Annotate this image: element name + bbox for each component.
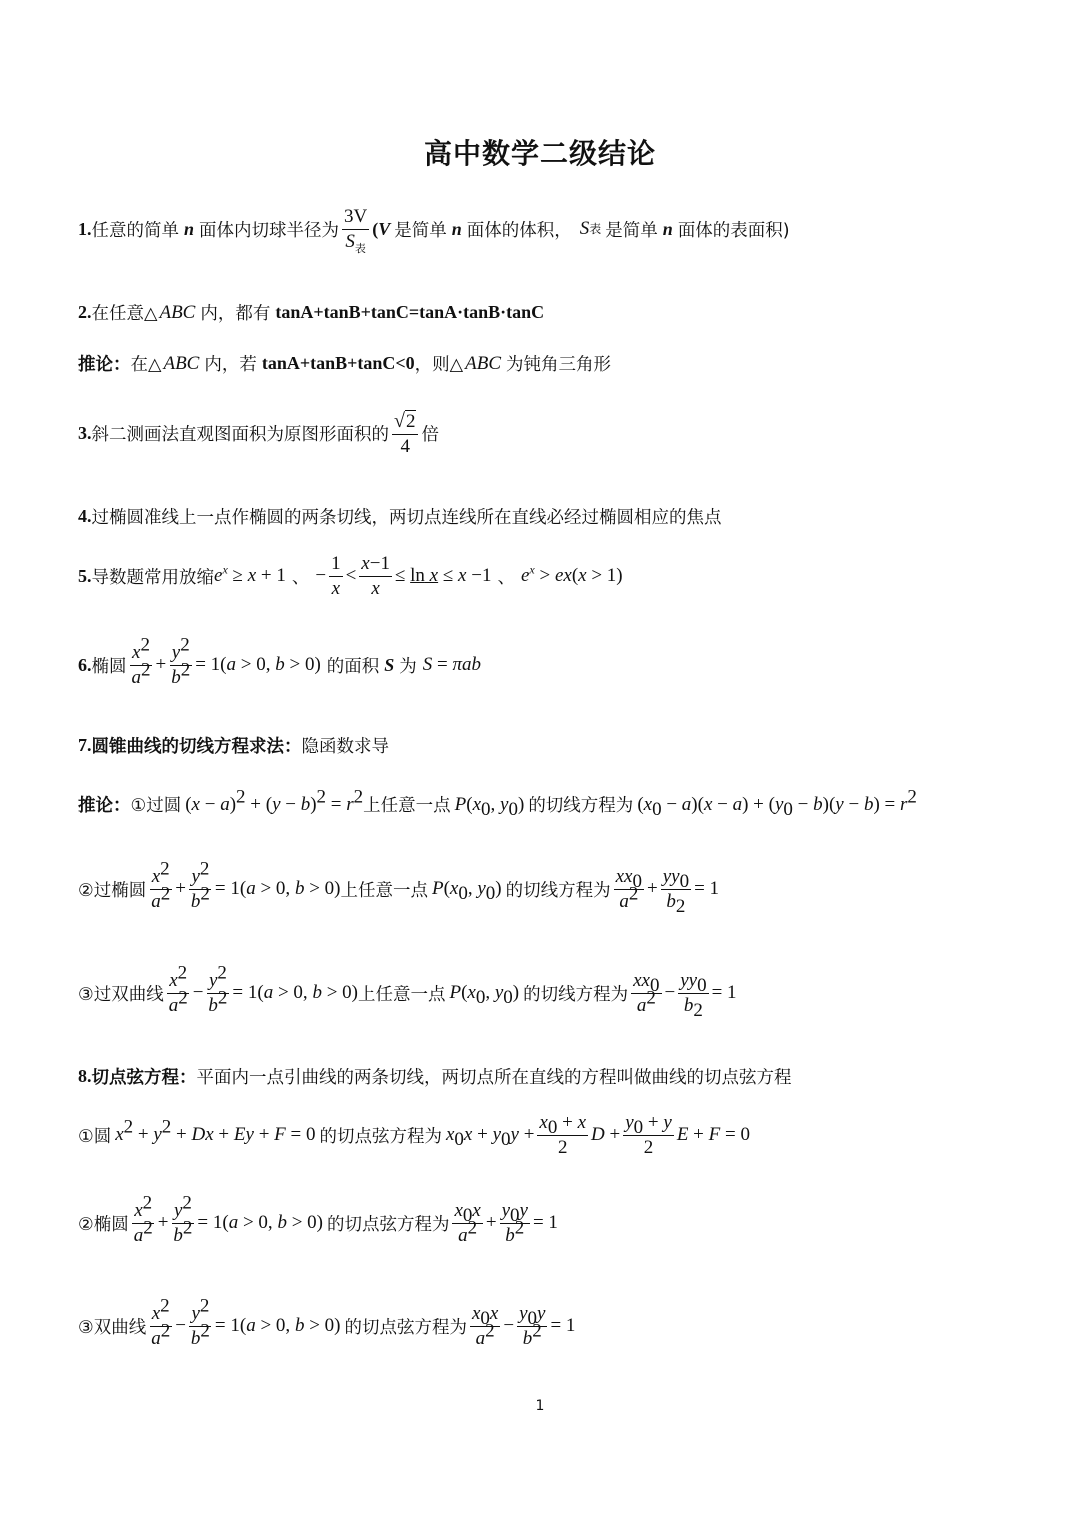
item-5-text: 导数题常用放缩 xyxy=(91,567,214,588)
item-8c-text-b: 的切点弦方程为 xyxy=(344,1317,467,1338)
item-2-number: 2. xyxy=(78,302,92,322)
item-2-corollary xyxy=(78,351,611,376)
chord-hyperbola-condition: = 1(a > 0, b > 0) xyxy=(214,1315,341,1337)
item-7a-text-b: 上任意一点 xyxy=(363,796,451,816)
item-2b-abc2: ABC xyxy=(465,352,502,374)
item-7b-text-a: ②过椭圆 xyxy=(78,880,147,901)
ellipse-tangent-x-term: $\frac{xx_0}{a^2}$ xyxy=(615,866,642,912)
corollary-label: 推论： xyxy=(78,355,131,375)
item-1-text-b: 面体内切球半径为 xyxy=(199,220,340,241)
hyperbola-tangent-y-term: $\frac{yy_0}{b_2}$ xyxy=(680,970,707,1021)
item-5-sep: 、 xyxy=(291,567,310,588)
item-2b-text-a: 在△ xyxy=(130,355,162,375)
ellipse-tangent-rhs: = 1 xyxy=(694,878,720,900)
item-4-number: 4. xyxy=(78,506,92,526)
ellipse-condition: = 1(a > 0, b > 0) xyxy=(195,654,321,676)
item-7c-text-a: ③过双曲线 xyxy=(78,984,164,1005)
item-7-ellipse: ②过椭圆 $\frac{x^2}{a^2}$ + $\frac{y^2}{b^2}$ = 1(a > 0, b > 0) 上任意一点 $P(x_0$, $y_0$) 的切线方程为 $\frac{xx_0}{a^2}$ + $\frac{yy_0}{b_2}$ = 1 xyxy=(78,858,720,917)
item-7c-text-b: 上任意一点 xyxy=(357,984,446,1005)
one-over-x-fraction: $\frac{1}{x}$ xyxy=(331,553,341,599)
lt-sign: < xyxy=(345,565,357,587)
circle-equation: $(x - a)^2 + (y - b)^2 = r^2$ xyxy=(185,786,364,815)
point-p: $P(x_0$, $y_0$) xyxy=(454,793,525,820)
chord-ellipse-result-y: $\frac{y_0y}{b^2}$ xyxy=(501,1200,528,1246)
minus-sign: − xyxy=(315,565,327,587)
item-6-text-b: 的面积 xyxy=(326,656,380,677)
item-2-text-b: 内，都有 xyxy=(200,304,271,324)
item-1-text-c: 是简单 xyxy=(394,220,447,241)
item-1-text-d: 面体的体积， xyxy=(466,220,572,241)
tan-hyperbola-x-term: $\frac{x^2}{a^2}$ xyxy=(168,962,188,1016)
general-circle-equation: $x^2 + y^2 + Dx + Ey + F = 0$ xyxy=(115,1117,316,1146)
inradius-denominator: S xyxy=(345,230,355,252)
exp-inequality: $e^x \ge x + 1$ xyxy=(214,563,286,587)
item-6-text-c: 为 xyxy=(399,656,417,677)
inradius-fraction xyxy=(342,206,369,253)
page-number: 1 xyxy=(535,1398,545,1414)
tan-ellipse-y-term: $\frac{y^2}{b^2}$ xyxy=(190,858,210,912)
tan-identity: tanA+tanB+tanC=tanA·tanB·tanC xyxy=(275,302,545,322)
inradius-numerator: 3V xyxy=(342,206,369,230)
item-6-number: 6. xyxy=(78,654,92,675)
hyperbola-tangent-x-term: $\frac{xx_0}{a^2}$ xyxy=(633,970,660,1016)
item-8-ellipse: ②椭圆 $\frac{x^2}{a^2}$ + $\frac{y^2}{b^2}$ = 1(a > 0, b > 0) 的切点弦方程为 $\frac{x_0x}{a^2}$ + $\frac{y_0y}{b^2}$ = 1 xyxy=(78,1192,558,1246)
item-7-text: 圆锥曲线的切线方程求法： xyxy=(91,737,302,757)
item-6-S: S xyxy=(384,654,395,675)
item-8-label: 切点弦方程： xyxy=(91,1068,197,1088)
corollary-label-2: 推论： xyxy=(78,796,131,816)
item-8a-text-b: 的切点弦方程为 xyxy=(319,1126,442,1147)
item-3 xyxy=(78,410,439,458)
item-1-n2: n xyxy=(451,218,462,239)
item-3-number: 3. xyxy=(78,423,92,444)
item-8 xyxy=(78,1064,792,1089)
item-7 xyxy=(78,733,389,758)
item-7-text-b: 隐函数求导 xyxy=(301,737,389,757)
item-1-text-e: 是简单 xyxy=(605,220,658,241)
chord-ellipse-condition: = 1(a > 0, b > 0) xyxy=(197,1212,323,1234)
item-1-n3: n xyxy=(662,218,673,239)
ln-inequality: ≤ ln x ≤ x −1 xyxy=(394,565,492,587)
item-5 xyxy=(78,553,623,600)
item-2b-text-c: ，则△ xyxy=(414,355,464,375)
item-8-hyperbola: ③双曲线 $\frac{x^2}{a^2}$ − $\frac{y^2}{b^2}$ = 1(a > 0, b > 0) 的切点弦方程为 $\frac{x_0x}{a^2}$ − $\frac{y_0y}{b^2}$ = 1 xyxy=(78,1295,576,1349)
item-8b-text-a: ②椭圆 xyxy=(78,1214,129,1235)
item-2-abc: ABC xyxy=(159,301,196,323)
item-7a-text-c: 的切线方程为 xyxy=(528,796,634,816)
item-4-text: 过椭圆准线上一点作椭圆的两条切线，两切点连线所在直线必经过椭圆相应的焦点 xyxy=(91,508,722,528)
inradius-denominator-sub: 表 xyxy=(354,241,366,255)
tan-hyperbola-y-term: $\frac{y^2}{b^2}$ xyxy=(208,962,228,1016)
item-1-S: S xyxy=(579,218,590,240)
tan-hyperbola-condition: = 1(a > 0, b > 0) xyxy=(232,982,358,1004)
item-6-text: 椭圆 xyxy=(91,656,127,677)
ellipse-x-term: $\frac{x^2}{a^2}$ xyxy=(131,634,151,688)
item-1-text-f: 面体的表面积) xyxy=(677,220,790,241)
chord-ellipse-result-x: $\frac{x_0x}{a^2}$ xyxy=(454,1200,481,1246)
item-1-text-a: 任意的简单 xyxy=(91,220,179,241)
item-2b-abc: ABC xyxy=(163,352,200,374)
sqrt2-numerator: 2 xyxy=(405,411,416,432)
item-1: 1. 任意的简单 n 面体内切球半径为 $\frac{3V}{S_表}$ ( V 是简单 n 面体的体积， S 表 是简单 n 面体的表面积) xyxy=(78,206,790,255)
item-3-text-b: 倍 xyxy=(421,425,439,446)
item-1-paren: ( xyxy=(372,218,379,239)
chord-circle-lhs: $x_0x + y_0y$ + xyxy=(445,1124,535,1151)
item-5-number: 5. xyxy=(78,565,92,586)
ellipse-y-term: $\frac{y^2}{b^2}$ xyxy=(171,634,191,688)
ellipse-area-formula: S = πab xyxy=(422,654,482,676)
item-1-V: V xyxy=(378,218,391,239)
chord-hyperbola-x-term: $\frac{x^2}{a^2}$ xyxy=(151,1295,171,1349)
item-7b-text-b: 上任意一点 xyxy=(340,880,428,901)
item-2 xyxy=(78,300,544,325)
item-8-text: 平面内一点引曲线的两条切线，两切点所在直线的方程叫做曲线的切点弦方程 xyxy=(196,1068,792,1088)
sqrt2-over-4-fraction: √ 2 4 xyxy=(392,410,418,458)
item-2b-text-d: 为钝角三角形 xyxy=(506,355,612,375)
item-7b-text-c: 的切线方程为 xyxy=(505,880,611,901)
chord-hyperbola-y-term: $\frac{y^2}{b^2}$ xyxy=(190,1295,210,1349)
circle-tangent-equation: $(x_0 - a)(x - a) + (y_0 - b)(y - b) = r^2$ xyxy=(637,786,917,820)
item-8-circle: ①圆 $x^2 + y^2 + Dx + Ey + F = 0$ 的切点弦方程为 $x_0x + y_0y$ + $\frac{x_0 + x}{2}$ D + $\frac{y_0 + y}{2}$ E + F = 0 xyxy=(78,1112,750,1158)
tan-ellipse-x-term: $\frac{x^2}{a^2}$ xyxy=(151,858,171,912)
item-8c-text-a: ③双曲线 xyxy=(78,1317,147,1338)
exp-ex-inequality: $e^x > ex(x > 1)$ xyxy=(520,563,623,587)
chord-ellipse-y-term: $\frac{y^2}{b^2}$ xyxy=(173,1192,193,1246)
chord-hyperbola-rhs: = 1 xyxy=(550,1315,576,1337)
item-2-text-a: 在任意△ xyxy=(91,304,158,324)
item-7-circle xyxy=(78,786,917,820)
ellipse-tangent-y-term: $\frac{yy_0}{b_2}$ xyxy=(662,866,690,917)
point-p-2: $P(x_0$, $y_0$) xyxy=(431,878,502,905)
item-1-number: 1. xyxy=(78,218,92,239)
item-6: 6. 椭圆 $\frac{x^2}{a^2}$ + $\frac{y^2}{b^2}$ = 1(a > 0, b > 0) 的面积 S 为 S = πab xyxy=(78,634,482,688)
item-7-number: 7. xyxy=(78,735,92,755)
item-7a-text-a: ①过圆 xyxy=(130,796,182,816)
chord-circle-e-term: $\frac{y_0 + y}{2}$ xyxy=(625,1112,672,1158)
item-2b-text-b: 内，若 xyxy=(204,355,257,375)
page-title: 高中数学二级结论 xyxy=(423,137,656,170)
chord-ellipse-x-term: $\frac{x^2}{a^2}$ xyxy=(133,1192,153,1246)
item-8-number: 8. xyxy=(78,1066,92,1086)
item-7-hyperbola: ③过双曲线 $\frac{x^2}{a^2}$ − $\frac{y^2}{b^2}$ = 1(a > 0, b > 0) 上任意一点 $P(x_0$, $y_0$) 的切线方程为 $\frac{xx_0}{a^2}$ − $\frac{yy_0}{b_2}$ = 1 xyxy=(78,962,737,1021)
item-8b-text-b: 的切点弦方程为 xyxy=(326,1214,450,1235)
hyperbola-tangent-rhs: = 1 xyxy=(711,982,737,1004)
sqrt2-denominator: 4 xyxy=(400,436,410,457)
chord-circle-rhs: E + F = 0 xyxy=(676,1124,750,1146)
tan-inequality: tanA+tanB+tanC<0 xyxy=(261,353,415,373)
x-minus-1-over-x-fraction: $\frac{x-1}{x}$ xyxy=(361,553,390,599)
item-1-n: n xyxy=(184,218,195,239)
chord-circle-d-term: $\frac{x_0 + x}{2}$ xyxy=(539,1112,587,1158)
item-4 xyxy=(78,504,722,529)
point-p-3: $P(x_0$, $y_0$) xyxy=(449,982,520,1009)
item-3-text: 斜二测画法直观图面积为原图形面积的 xyxy=(91,425,389,446)
chord-hyperbola-result-y: $\frac{y_0y}{b^2}$ xyxy=(519,1303,546,1349)
item-7c-text-c: 的切线方程为 xyxy=(523,984,629,1005)
item-5-sep2: 、 xyxy=(497,567,515,588)
tan-ellipse-condition: = 1(a > 0, b > 0) xyxy=(214,878,341,900)
chord-ellipse-rhs: = 1 xyxy=(532,1212,558,1234)
chord-hyperbola-result-x: $\frac{x_0x}{a^2}$ xyxy=(471,1303,499,1349)
item-8a-text-a: ①圆 xyxy=(78,1126,112,1147)
